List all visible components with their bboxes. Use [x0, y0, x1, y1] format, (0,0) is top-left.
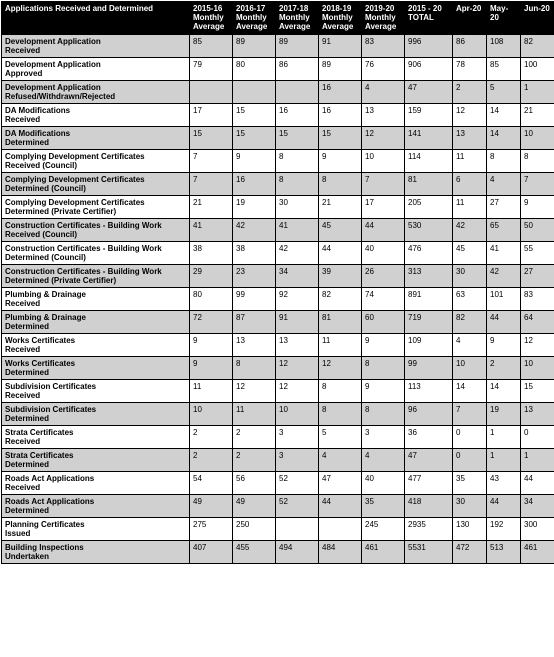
table-row	[2, 35, 554, 58]
table-cell: 2	[190, 449, 233, 472]
table-cell: 30	[453, 495, 487, 518]
header-row	[2, 2, 554, 35]
table-cell: 472	[453, 541, 487, 564]
table-row	[2, 150, 554, 173]
table-cell: 56	[233, 472, 276, 495]
table-cell: 17	[362, 196, 405, 219]
table-cell: 14	[453, 380, 487, 403]
table-cell: 891	[405, 288, 453, 311]
table-cell: 113	[405, 380, 453, 403]
table-cell: 14	[487, 380, 521, 403]
table-cell: 52	[276, 472, 319, 495]
table-cell: 42	[453, 219, 487, 242]
table-row	[2, 426, 554, 449]
table-cell: 9	[487, 334, 521, 357]
table-cell: 85	[487, 58, 521, 81]
table-cell: 8	[319, 403, 362, 426]
table-cell: 47	[405, 81, 453, 104]
table-cell: 16	[233, 173, 276, 196]
table-cell: 11	[453, 150, 487, 173]
table-cell: 80	[190, 288, 233, 311]
table-cell: 99	[405, 357, 453, 380]
table-cell: 63	[453, 288, 487, 311]
table-cell: 4	[362, 449, 405, 472]
table-cell: 55	[521, 242, 554, 265]
table-cell: 96	[405, 403, 453, 426]
table-cell: 2	[233, 426, 276, 449]
table-cell: 29	[190, 265, 233, 288]
table-cell: 64	[521, 311, 554, 334]
table-cell: 484	[319, 541, 362, 564]
table-cell: 87	[233, 311, 276, 334]
row-label: Development Application Approved	[2, 58, 190, 81]
table-cell: 49	[233, 495, 276, 518]
table-cell: 19	[487, 403, 521, 426]
column-header: Apr-20	[453, 2, 487, 35]
table-cell: 192	[487, 518, 521, 541]
table-cell: 39	[319, 265, 362, 288]
table-cell: 47	[405, 449, 453, 472]
table-cell: 719	[405, 311, 453, 334]
table-cell: 513	[487, 541, 521, 564]
table-cell: 86	[276, 58, 319, 81]
table-cell: 300	[521, 518, 554, 541]
table-cell: 16	[319, 81, 362, 104]
table-cell: 10	[521, 127, 554, 150]
table-cell: 3	[362, 426, 405, 449]
column-header: 2016-17 Monthly Average	[233, 2, 276, 35]
table-cell: 11	[319, 334, 362, 357]
column-header: 2015 - 20 TOTAL	[405, 2, 453, 35]
table-cell: 1	[487, 426, 521, 449]
table-cell: 101	[487, 288, 521, 311]
table-cell: 12	[453, 104, 487, 127]
table-row	[2, 518, 554, 541]
table-row	[2, 196, 554, 219]
table-cell	[319, 518, 362, 541]
table-cell: 906	[405, 58, 453, 81]
table-cell: 43	[487, 472, 521, 495]
table-cell: 7	[453, 403, 487, 426]
row-label: Works Certificates Received	[2, 334, 190, 357]
table-cell: 27	[487, 196, 521, 219]
applications-table	[1, 1, 554, 564]
table-cell: 82	[319, 288, 362, 311]
table-cell: 15	[521, 380, 554, 403]
table-cell: 407	[190, 541, 233, 564]
table-cell: 10	[453, 357, 487, 380]
table-cell: 455	[233, 541, 276, 564]
table-cell: 44	[487, 311, 521, 334]
table-title: Applications Received and Determined	[2, 2, 190, 35]
table-cell: 44	[521, 472, 554, 495]
table-cell: 27	[521, 265, 554, 288]
table-cell: 5	[487, 81, 521, 104]
table-cell: 10	[362, 150, 405, 173]
table-cell: 79	[190, 58, 233, 81]
row-label: Construction Certificates - Building Work Received (Council)	[2, 219, 190, 242]
table-cell: 530	[405, 219, 453, 242]
table-cell: 36	[405, 426, 453, 449]
table-cell: 52	[276, 495, 319, 518]
table-row	[2, 334, 554, 357]
table-cell: 1	[487, 449, 521, 472]
table-cell: 34	[521, 495, 554, 518]
table-cell: 15	[276, 127, 319, 150]
table-cell: 35	[453, 472, 487, 495]
table-cell: 21	[521, 104, 554, 127]
table-cell: 45	[319, 219, 362, 242]
table-cell: 47	[319, 472, 362, 495]
table-cell: 7	[190, 150, 233, 173]
row-label: Complying Development Certificates Received (Council)	[2, 150, 190, 173]
table-row	[2, 288, 554, 311]
table-cell: 89	[319, 58, 362, 81]
table-cell: 42	[487, 265, 521, 288]
table-cell: 13	[233, 334, 276, 357]
table-cell: 14	[487, 127, 521, 150]
table-cell: 476	[405, 242, 453, 265]
column-header: 2017-18 Monthly Average	[276, 2, 319, 35]
table-cell: 9	[190, 334, 233, 357]
table-cell: 9	[362, 380, 405, 403]
table-cell: 12	[276, 357, 319, 380]
row-label: Works Certificates Determined	[2, 357, 190, 380]
table-cell: 130	[453, 518, 487, 541]
table-cell: 109	[405, 334, 453, 357]
table-cell	[276, 518, 319, 541]
table-cell: 10	[276, 403, 319, 426]
table-cell: 41	[487, 242, 521, 265]
table-cell: 9	[319, 150, 362, 173]
column-header: May-20	[487, 2, 521, 35]
table-cell: 74	[362, 288, 405, 311]
table-cell: 11	[453, 196, 487, 219]
table-cell: 7	[362, 173, 405, 196]
table-cell: 8	[521, 150, 554, 173]
table-row	[2, 403, 554, 426]
table-cell: 41	[276, 219, 319, 242]
table-cell: 44	[487, 495, 521, 518]
row-label: Complying Development Certificates Determined (Private Certifier)	[2, 196, 190, 219]
row-label: Planning Certificates Issued	[2, 518, 190, 541]
table-cell: 34	[276, 265, 319, 288]
row-label: Development Application Received	[2, 35, 190, 58]
table-cell: 30	[453, 265, 487, 288]
row-label: Roads Act Applications Determined	[2, 495, 190, 518]
table-cell: 76	[362, 58, 405, 81]
table-cell: 2935	[405, 518, 453, 541]
table-cell: 83	[521, 288, 554, 311]
row-label: Strata Certificates Received	[2, 426, 190, 449]
table-row	[2, 58, 554, 81]
table-cell: 205	[405, 196, 453, 219]
table-cell: 21	[319, 196, 362, 219]
row-label: Strata Certificates Determined	[2, 449, 190, 472]
table-cell: 82	[521, 35, 554, 58]
row-label: Development Application Refused/Withdrawn/Rejected	[2, 81, 190, 104]
table-cell: 30	[276, 196, 319, 219]
table-cell: 23	[233, 265, 276, 288]
row-label: Subdivision Certificates Determined	[2, 403, 190, 426]
table-cell: 45	[453, 242, 487, 265]
table-cell: 245	[362, 518, 405, 541]
table-cell: 12	[233, 380, 276, 403]
table-cell: 8	[487, 150, 521, 173]
table-cell: 12	[521, 334, 554, 357]
table-row	[2, 380, 554, 403]
table-cell: 6	[453, 173, 487, 196]
table-cell: 91	[276, 311, 319, 334]
table-cell: 100	[521, 58, 554, 81]
table-cell: 92	[276, 288, 319, 311]
table-cell: 13	[521, 403, 554, 426]
table-cell: 494	[276, 541, 319, 564]
row-label: Construction Certificates - Building Work Determined (Private Certifier)	[2, 265, 190, 288]
table-cell: 21	[190, 196, 233, 219]
table-row	[2, 173, 554, 196]
table-cell: 477	[405, 472, 453, 495]
table-cell: 78	[453, 58, 487, 81]
table-cell: 50	[521, 219, 554, 242]
row-label: DA Modifications Received	[2, 104, 190, 127]
table-cell: 41	[190, 219, 233, 242]
table-cell: 86	[453, 35, 487, 58]
table-cell: 9	[362, 334, 405, 357]
table-cell: 10	[190, 403, 233, 426]
table-row	[2, 219, 554, 242]
table-cell: 16	[319, 104, 362, 127]
table-cell: 83	[362, 35, 405, 58]
table-cell: 1	[521, 449, 554, 472]
table-cell: 82	[453, 311, 487, 334]
row-label: Roads Act Applications Received	[2, 472, 190, 495]
table-cell: 8	[319, 173, 362, 196]
table-cell: 2	[487, 357, 521, 380]
table-cell: 2	[453, 81, 487, 104]
table-cell: 9	[521, 196, 554, 219]
table-cell: 49	[190, 495, 233, 518]
table-cell: 5531	[405, 541, 453, 564]
table-cell: 60	[362, 311, 405, 334]
table-cell: 3	[276, 426, 319, 449]
table-cell: 9	[233, 150, 276, 173]
table-cell: 996	[405, 35, 453, 58]
table-cell: 38	[190, 242, 233, 265]
table-cell	[190, 81, 233, 104]
table-cell: 54	[190, 472, 233, 495]
table-cell: 8	[276, 173, 319, 196]
table-cell	[233, 81, 276, 104]
table-cell: 89	[276, 35, 319, 58]
row-label: Complying Development Certificates Determined (Council)	[2, 173, 190, 196]
table-cell: 42	[276, 242, 319, 265]
table-cell: 17	[190, 104, 233, 127]
table-cell: 313	[405, 265, 453, 288]
table-cell: 2	[233, 449, 276, 472]
table-cell: 40	[362, 472, 405, 495]
table-row	[2, 104, 554, 127]
table-cell: 275	[190, 518, 233, 541]
table-cell: 5	[319, 426, 362, 449]
table-cell: 38	[233, 242, 276, 265]
table-cell: 9	[190, 357, 233, 380]
table-cell: 4	[487, 173, 521, 196]
table-cell: 0	[453, 449, 487, 472]
table-row	[2, 81, 554, 104]
table-cell: 26	[362, 265, 405, 288]
table-cell: 99	[233, 288, 276, 311]
table-cell: 250	[233, 518, 276, 541]
table-cell: 89	[233, 35, 276, 58]
table-cell: 141	[405, 127, 453, 150]
table-cell: 4	[319, 449, 362, 472]
table-cell: 8	[276, 150, 319, 173]
table-cell: 91	[319, 35, 362, 58]
table-cell: 4	[453, 334, 487, 357]
table-cell: 461	[362, 541, 405, 564]
table-cell: 15	[233, 127, 276, 150]
table-cell: 44	[319, 242, 362, 265]
column-header: 2018-19 Monthly Average	[319, 2, 362, 35]
table-row	[2, 472, 554, 495]
table-cell: 8	[362, 357, 405, 380]
table-cell: 8	[362, 403, 405, 426]
table-cell: 42	[233, 219, 276, 242]
table-row	[2, 242, 554, 265]
table-cell: 8	[319, 380, 362, 403]
row-label: Building Inspections Undertaken	[2, 541, 190, 564]
table-cell: 44	[319, 495, 362, 518]
table-cell: 7	[521, 173, 554, 196]
table-cell: 0	[453, 426, 487, 449]
table-cell: 7	[190, 173, 233, 196]
table-cell	[276, 81, 319, 104]
table-cell: 12	[362, 127, 405, 150]
table-cell: 13	[362, 104, 405, 127]
table-row	[2, 541, 554, 564]
table-cell: 1	[521, 81, 554, 104]
table-cell: 65	[487, 219, 521, 242]
table-cell: 14	[487, 104, 521, 127]
table-cell: 8	[233, 357, 276, 380]
table-cell: 85	[190, 35, 233, 58]
table-cell: 16	[276, 104, 319, 127]
table-cell: 0	[521, 426, 554, 449]
table-cell: 81	[405, 173, 453, 196]
table-row	[2, 449, 554, 472]
table-cell: 80	[233, 58, 276, 81]
table-body	[2, 35, 554, 564]
table-cell: 72	[190, 311, 233, 334]
table-cell: 12	[276, 380, 319, 403]
table-cell: 2	[190, 426, 233, 449]
table-cell: 461	[521, 541, 554, 564]
table-cell: 11	[233, 403, 276, 426]
table-cell: 10	[521, 357, 554, 380]
column-header: Jun-20	[521, 2, 554, 35]
table-cell: 12	[319, 357, 362, 380]
table-row	[2, 265, 554, 288]
row-label: Plumbing & Drainage Received	[2, 288, 190, 311]
table-cell: 15	[190, 127, 233, 150]
table-cell: 11	[190, 380, 233, 403]
table-cell: 13	[276, 334, 319, 357]
table-cell: 81	[319, 311, 362, 334]
table-cell: 44	[362, 219, 405, 242]
table-cell: 19	[233, 196, 276, 219]
table-row	[2, 495, 554, 518]
table-cell: 15	[319, 127, 362, 150]
table-cell: 3	[276, 449, 319, 472]
table-cell: 15	[233, 104, 276, 127]
table-row	[2, 357, 554, 380]
table-cell: 4	[362, 81, 405, 104]
row-label: Subdivision Certificates Received	[2, 380, 190, 403]
column-header: 2019-20 Monthly Average	[362, 2, 405, 35]
table-row	[2, 127, 554, 150]
table-cell: 159	[405, 104, 453, 127]
column-header: 2015-16 Monthly Average	[190, 2, 233, 35]
table-cell: 40	[362, 242, 405, 265]
table-cell: 13	[453, 127, 487, 150]
table-cell: 418	[405, 495, 453, 518]
row-label: DA Modifications Determined	[2, 127, 190, 150]
table-row	[2, 311, 554, 334]
table-cell: 35	[362, 495, 405, 518]
row-label: Construction Certificates - Building Work Determined (Council)	[2, 242, 190, 265]
table-cell: 114	[405, 150, 453, 173]
row-label: Plumbing & Drainage Determined	[2, 311, 190, 334]
table-cell: 108	[487, 35, 521, 58]
